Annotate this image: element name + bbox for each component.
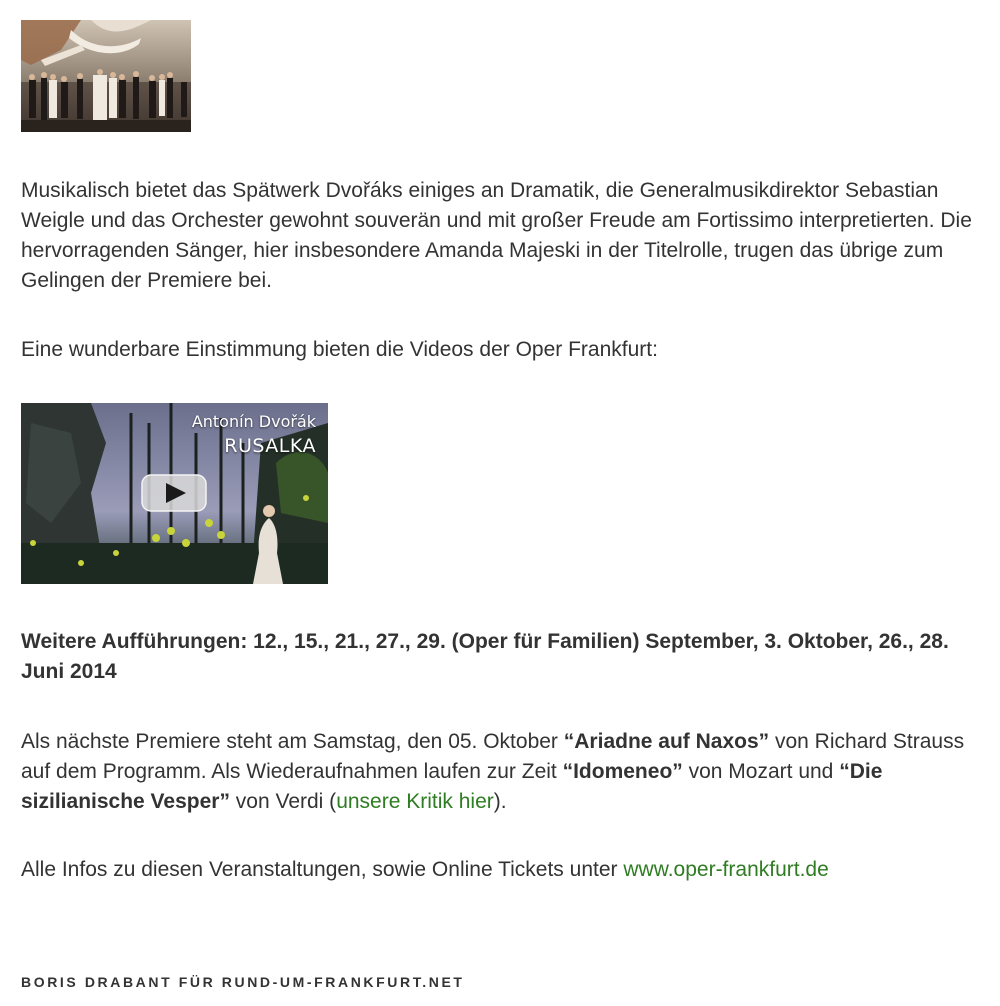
video-composer: Antonín Dvořák — [191, 412, 316, 431]
oper-frankfurt-link[interactable]: www.oper-frankfurt.de — [623, 858, 829, 881]
opera-title-vesper: “Die sizilianische Vesper” — [21, 760, 883, 813]
text-segment: ). — [493, 790, 507, 813]
next-premiere-paragraph — [21, 727, 981, 817]
play-icon — [141, 474, 207, 512]
text-segment: Alle Infos zu diesen Veranstaltungen, sowie Online Tickets unter — [21, 858, 624, 881]
rusalka-video[interactable] — [21, 403, 328, 584]
video-intro-paragraph: Eine wunderbare Einstimmung bieten die Videos der Oper Frankfurt: — [21, 338, 658, 361]
opera-title-idomeneo: “Idomeneo” — [562, 760, 683, 783]
text-segment: Als nächste Premiere steht am Samstag, den 05. Oktober — [21, 730, 564, 753]
tickets-paragraph — [21, 855, 981, 885]
text-segment: von Verdi ( — [229, 790, 337, 813]
opera-stage-photo — [21, 20, 191, 132]
performance-dates: Weitere Aufführungen: 12., 15., 21., 27., 29. (Oper für Familien) September, 3. Oktober, 26., 28. Juni 2014 — [21, 630, 949, 683]
author-credit: BORIS DRABANT FÜR RUND-UM-FRANKFURT.NET — [21, 974, 465, 990]
opera-title-ariadne: “Ariadne auf Naxos” — [563, 730, 770, 753]
review-paragraph: Musikalisch bietet das Spätwerk Dvořáks einiges an Dramatik, die Generalmusikdirektor Sebastian Weigle und das Orchester gewohnt souverän und mit großer Freude am Fortissimo interpretierten. Die hervorragenden Sänger, hier insbesondere Amanda Majeski in der Titelrolle, trugen das übrige zum Gelingen der Premiere bei. — [21, 179, 972, 292]
video-work-title: RUSALKA — [224, 435, 316, 457]
video-title — [192, 411, 316, 459]
text-segment: von Richard Strauss auf dem Programm. Als Wiederaufnahmen laufen zur Zeit — [21, 730, 965, 783]
play-button[interactable] — [141, 474, 207, 512]
text-segment: von Mozart und — [682, 760, 840, 783]
review-link[interactable]: unsere Kritik hier — [336, 790, 494, 813]
